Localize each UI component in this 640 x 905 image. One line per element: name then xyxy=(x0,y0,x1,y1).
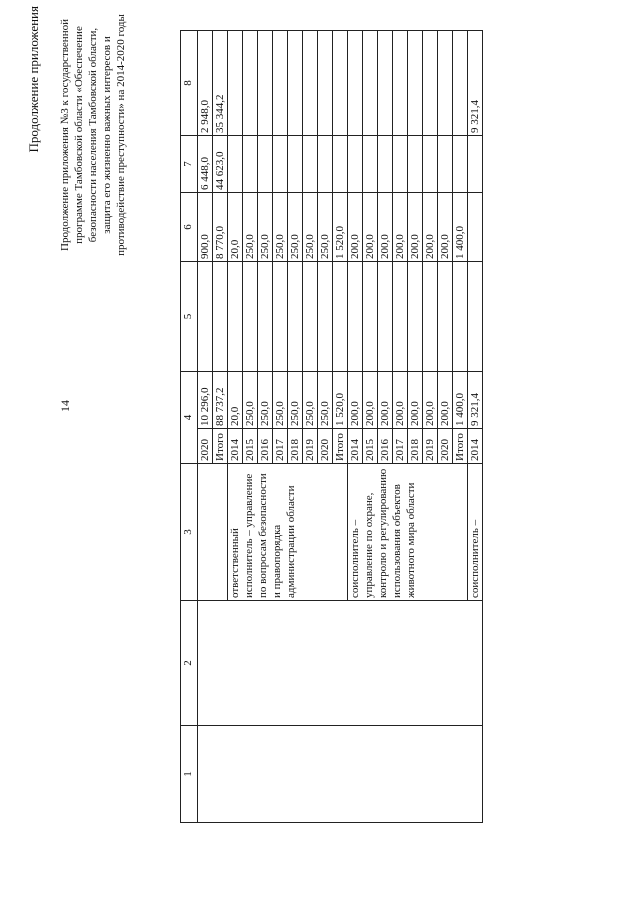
value-col5 xyxy=(423,262,438,372)
year-cell: 2020 xyxy=(438,429,453,464)
year-cell: 2020 xyxy=(318,429,333,464)
value-col7 xyxy=(288,136,303,193)
year-cell: 2017 xyxy=(393,429,408,464)
value-col8 xyxy=(438,31,453,136)
col-number: 7 xyxy=(181,136,198,193)
value-col7 xyxy=(468,136,483,193)
value-total: 10 296,0 xyxy=(198,372,213,429)
year-cell: 2014 xyxy=(348,429,363,464)
appendix-continuation-title: Продолжение приложения xyxy=(26,6,41,153)
value-col6: 200,0 xyxy=(408,193,423,262)
year-cell: 2016 xyxy=(378,429,393,464)
value-total: 200,0 xyxy=(378,372,393,429)
value-col6: 250,0 xyxy=(243,193,258,262)
value-col7: 44 623,0 xyxy=(213,136,228,193)
value-col7 xyxy=(423,136,438,193)
value-col8 xyxy=(273,31,288,136)
appendix-reference-heading: Продолжение приложения №3 к государственной программе Тамбовской области «Обеспечение безопасности населения Тамбовской области, защита его жизненно важных интересов и противодействие преступности» на 2014-2020 годы xyxy=(59,14,127,256)
value-col8 xyxy=(423,31,438,136)
value-col7 xyxy=(393,136,408,193)
value-total: 250,0 xyxy=(273,372,288,429)
year-cell: Итого xyxy=(213,429,228,464)
value-col5 xyxy=(453,262,468,372)
value-total: 250,0 xyxy=(243,372,258,429)
cell-col1 xyxy=(198,726,483,823)
value-total: 200,0 xyxy=(438,372,453,429)
value-col8 xyxy=(363,31,378,136)
value-total: 1 520,0 xyxy=(333,372,348,429)
column-numbers-row xyxy=(181,31,198,823)
value-col5 xyxy=(333,262,348,372)
table-row xyxy=(198,31,213,823)
value-total: 200,0 xyxy=(363,372,378,429)
cell-col2 xyxy=(198,601,483,726)
value-col7 xyxy=(318,136,333,193)
col-number: 2 xyxy=(181,601,198,726)
value-col6: 200,0 xyxy=(423,193,438,262)
year-cell: 2017 xyxy=(273,429,288,464)
value-total: 250,0 xyxy=(288,372,303,429)
value-col8 xyxy=(318,31,333,136)
value-col7 xyxy=(333,136,348,193)
value-col6: 200,0 xyxy=(378,193,393,262)
value-total: 250,0 xyxy=(318,372,333,429)
value-col7 xyxy=(348,136,363,193)
value-col6: 200,0 xyxy=(393,193,408,262)
value-col7 xyxy=(363,136,378,193)
value-col8 xyxy=(378,31,393,136)
value-total: 1 400,0 xyxy=(453,372,468,429)
value-col7 xyxy=(408,136,423,193)
value-col6: 250,0 xyxy=(318,193,333,262)
value-col6: 200,0 xyxy=(348,193,363,262)
value-total: 250,0 xyxy=(303,372,318,429)
cell-executor-blank xyxy=(198,464,228,601)
executor-co-2: соисполнитель – xyxy=(468,464,483,601)
value-col6 xyxy=(468,193,483,262)
col-number: 1 xyxy=(181,726,198,823)
value-col8 xyxy=(258,31,273,136)
value-col6: 200,0 xyxy=(438,193,453,262)
value-col5 xyxy=(273,262,288,372)
value-col7 xyxy=(273,136,288,193)
year-cell: 2018 xyxy=(288,429,303,464)
year-cell: 2014 xyxy=(228,429,243,464)
value-col8 xyxy=(228,31,243,136)
value-col5 xyxy=(348,262,363,372)
value-col6: 250,0 xyxy=(288,193,303,262)
value-total: 200,0 xyxy=(348,372,363,429)
value-col8 xyxy=(303,31,318,136)
value-col5 xyxy=(468,262,483,372)
value-col5 xyxy=(408,262,423,372)
value-col7: 6 448,0 xyxy=(198,136,213,193)
col-number: 6 xyxy=(181,193,198,262)
value-col5 xyxy=(228,262,243,372)
value-col5 xyxy=(438,262,453,372)
value-col7 xyxy=(303,136,318,193)
value-col7 xyxy=(243,136,258,193)
value-col5 xyxy=(303,262,318,372)
value-col5 xyxy=(243,262,258,372)
value-col6: 8 770,0 xyxy=(213,193,228,262)
col-number: 8 xyxy=(181,31,198,136)
col-number: 5 xyxy=(181,262,198,372)
value-col6: 900,0 xyxy=(198,193,213,262)
value-col5 xyxy=(378,262,393,372)
value-total: 88 737,2 xyxy=(213,372,228,429)
value-col8 xyxy=(243,31,258,136)
value-total: 9 321,4 xyxy=(468,372,483,429)
year-cell: 2018 xyxy=(408,429,423,464)
value-col6: 250,0 xyxy=(258,193,273,262)
value-col8 xyxy=(453,31,468,136)
value-col8: 9 321,4 xyxy=(468,31,483,136)
value-col5 xyxy=(198,262,213,372)
value-col7 xyxy=(378,136,393,193)
value-col6: 200,0 xyxy=(363,193,378,262)
value-col8: 2 948,0 xyxy=(198,31,213,136)
value-total: 20,0 xyxy=(228,372,243,429)
executor-co-1: соисполнитель – управление по охране, контролю и регулированию использования объектов животного мира области xyxy=(348,464,468,601)
value-total: 200,0 xyxy=(408,372,423,429)
value-col7 xyxy=(453,136,468,193)
value-col8 xyxy=(408,31,423,136)
value-col6: 1 520,0 xyxy=(333,193,348,262)
value-col6: 250,0 xyxy=(273,193,288,262)
year-cell: 2015 xyxy=(243,429,258,464)
value-col5 xyxy=(213,262,228,372)
value-col7 xyxy=(228,136,243,193)
value-col6: 250,0 xyxy=(303,193,318,262)
value-col7 xyxy=(438,136,453,193)
value-col5 xyxy=(258,262,273,372)
col-number: 3 xyxy=(181,464,198,601)
value-col6: 20,0 xyxy=(228,193,243,262)
year-cell: 2020 xyxy=(198,429,213,464)
value-col6: 1 400,0 xyxy=(453,193,468,262)
value-col8: 35 344,2 xyxy=(213,31,228,136)
year-cell: 2015 xyxy=(363,429,378,464)
value-col7 xyxy=(258,136,273,193)
value-total: 200,0 xyxy=(393,372,408,429)
year-cell: Итого xyxy=(453,429,468,464)
value-col8 xyxy=(333,31,348,136)
value-total: 200,0 xyxy=(423,372,438,429)
page-number: 14 xyxy=(58,400,72,412)
value-col5 xyxy=(393,262,408,372)
year-cell: Итого xyxy=(333,429,348,464)
value-col5 xyxy=(318,262,333,372)
funding-table xyxy=(180,30,483,823)
year-cell: 2019 xyxy=(423,429,438,464)
col-number: 4 xyxy=(181,372,198,464)
year-cell: 2014 xyxy=(468,429,483,464)
value-total: 250,0 xyxy=(258,372,273,429)
value-col8 xyxy=(393,31,408,136)
year-cell: 2016 xyxy=(258,429,273,464)
value-col5 xyxy=(363,262,378,372)
value-col8 xyxy=(288,31,303,136)
value-col5 xyxy=(288,262,303,372)
year-cell: 2019 xyxy=(303,429,318,464)
executor-responsible: ответственный исполнитель – управление по вопросам безопасности и правопорядка администрации области xyxy=(228,464,348,601)
value-col8 xyxy=(348,31,363,136)
